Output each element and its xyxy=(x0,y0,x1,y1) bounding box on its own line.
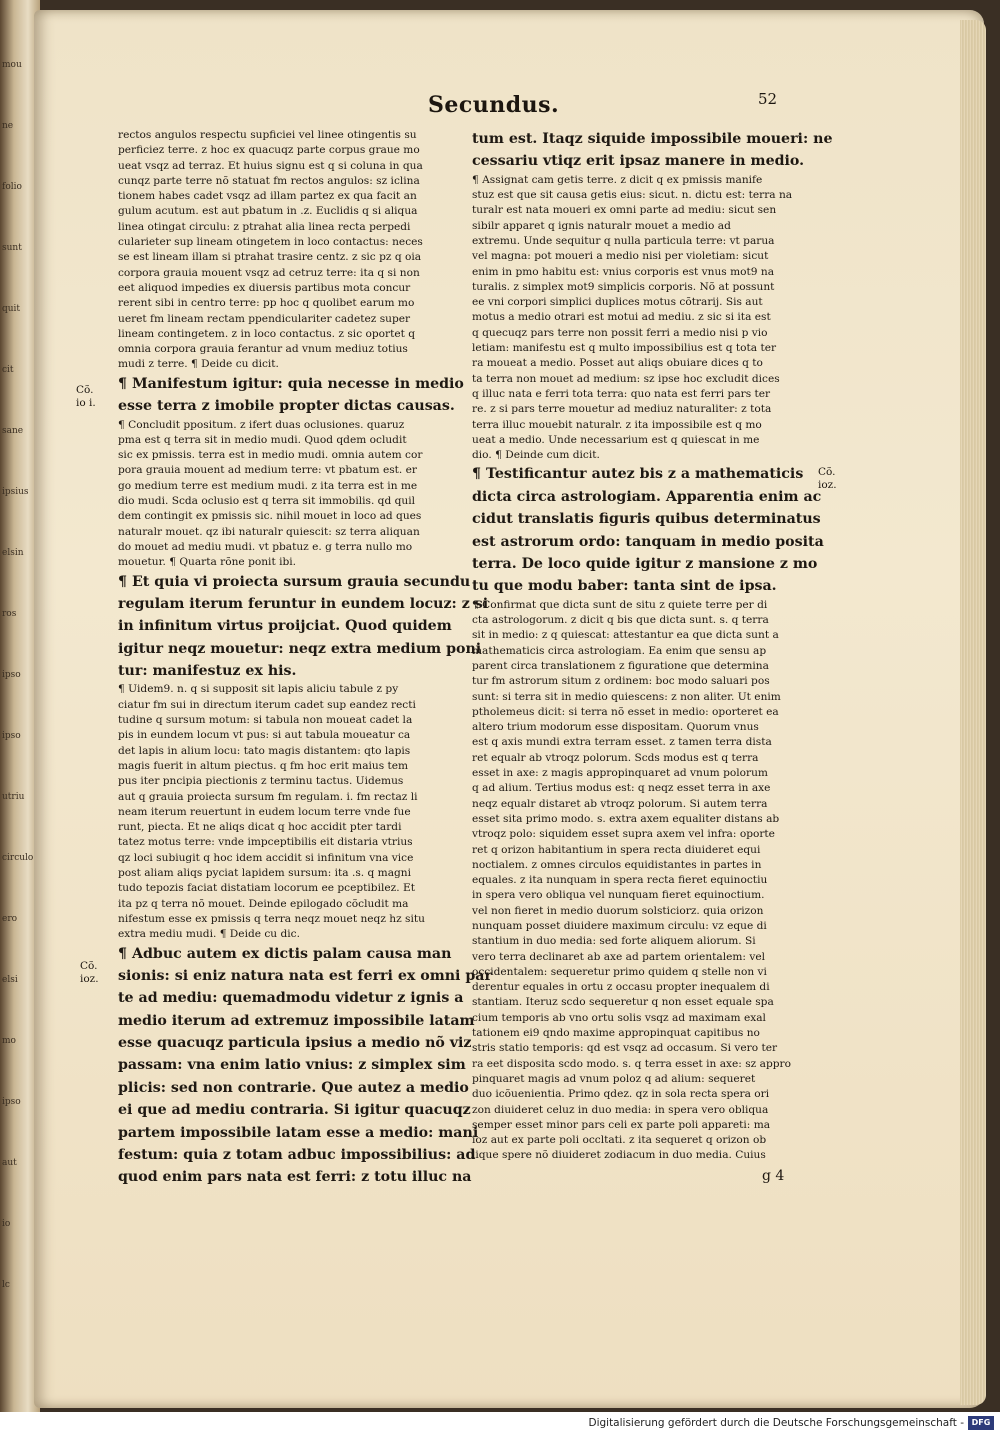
right-column-line: vel magna: pot moueri a medio nisi per violetiam: sicut xyxy=(472,250,769,263)
right-column-line: ra moueat a medio. Posset aut aliqs obuiare dices q to xyxy=(472,357,763,370)
right-column-line: duo icõuenientia. Primo qdez. qz in sola recta spera ori xyxy=(472,1088,770,1101)
left-column-line: regulam iterum feruntur in eundem locuz: z si xyxy=(118,595,489,612)
right-column-line: ret equalr ab vtroqz polorum. Scds modus est q terra xyxy=(472,751,759,764)
right-column-line: derentur equales in ortu z occasu propter inequalem di xyxy=(472,981,770,994)
prev-page-fragment: folio xyxy=(2,182,22,192)
right-column-line: mathematicis circa astrologiam. Ea enim que sensu ap xyxy=(472,644,767,657)
prev-page-fragment: ero xyxy=(2,914,18,924)
right-column-line: enim in pmo habitu est: vnius corporis est vnus mot9 na xyxy=(472,265,775,278)
prev-page-fragment: quit xyxy=(2,304,21,314)
left-column-line: corpora grauia mouent vsqz ad cetruz terre: ita q si non xyxy=(118,266,420,279)
left-column-line: ciatur fm sui in directum iterum cadet sup eandez recti xyxy=(118,698,416,711)
right-column-line: noctialem. z omnes circulos equidistantes in partes in xyxy=(472,858,762,871)
left-column-line: dem contingit ex pmissis sic. nihil mouet in loco ad ques xyxy=(118,510,422,523)
page-edges xyxy=(960,20,986,1405)
right-column-line: stantiam. Iteruz scdo sequeretur q non esset equale spa xyxy=(472,996,774,1009)
left-column-line: ita pz q terra nõ mouet. Deinde epilogado cõcludit ma xyxy=(118,897,409,910)
prev-page-fragment: ipso xyxy=(2,731,21,741)
left-column-line: omnia corpora grauia ferantur ad vnum mediuz totius xyxy=(118,343,408,356)
left-column-line: passam: vna enim latio vnius: z simplex sim xyxy=(118,1057,466,1074)
right-column-line: pinquaret magis ad vnum poloz q ad alium: sequeret xyxy=(472,1072,756,1085)
margin-note-com-102: Cõ. ioz. xyxy=(80,960,99,985)
left-column-line: in infinitum virtus proijciat. Quod quidem xyxy=(118,618,452,635)
right-column-line: turalis. z simplex mot9 simplicis corporis. Nõ at possunt xyxy=(472,280,775,293)
prev-page-fragment: io xyxy=(2,1219,11,1229)
prev-page-fragment: ipso xyxy=(2,1097,21,1107)
right-column-line: stris statio temporis: qd est vsqz ad occasum. Si vero ter xyxy=(472,1042,778,1055)
right-column-line: ¶ Confirmat que dicta sunt de situ z quiete terre per di xyxy=(472,598,768,611)
left-column-line: gulum acutum. est aut pbatum in .z. Euclidis q si aliqua xyxy=(118,205,418,218)
left-column-line: ¶ Et quia vi proiecta sursum grauia secundu xyxy=(118,573,471,590)
right-column-line: ptholemeus dicit: si terra nõ esset in medio: oporteret ea xyxy=(472,705,779,718)
right-column-line: equales. z ita nunquam in spera recta fieret equinoctiu xyxy=(472,874,768,887)
left-column-line: partem impossibile latam esse a medio: mani xyxy=(118,1124,479,1141)
right-column-line: est astrorum ordo: tanquam in medio posita xyxy=(472,533,824,550)
right-column-line: ueat a medio. Unde necessarium est q quiescat in me xyxy=(472,433,760,446)
right-column-line: re. z si pars terre mouetur ad mediuz naturaliter: z tota xyxy=(472,403,772,416)
right-column-line: q quecuqz pars terre non possit ferri a medio nisi p vio xyxy=(472,326,768,339)
left-column-line: linea otingat circulu: z ptrahat alia linea recta perpedi xyxy=(118,220,411,233)
left-column-line: do mouet ad mediu mudi. vt pbatuz e. g terra nullo mo xyxy=(118,540,413,553)
right-column-line: extremu. Unde sequitur q nulla particula terre: vt parua xyxy=(472,234,775,247)
right-column-line: terra. De loco quide igitur z mansione z mo xyxy=(472,555,818,572)
left-column-line: tudo tepozis faciat distatiam locorum ee pceptibilez. Et xyxy=(118,882,415,895)
right-column-line: sibilr apparet q ignis naturalr mouet a medio ad xyxy=(472,219,731,232)
left-column-line: eet aliquod impedies ex diuersis partibus mota concur xyxy=(118,281,411,294)
left-column-line: cunqz parte terre nõ statuat fm rectos angulos: sz iclina xyxy=(118,174,420,187)
funding-notice: Digitalisierung gefördert durch die Deutsche Forschungsgemeinschaft - xyxy=(588,1417,964,1429)
left-column-line: quod enim pars nata est ferri: z totu illuc na xyxy=(118,1169,472,1186)
left-column-line: igitur neqz mouetur: neqz extra medium poni xyxy=(118,640,482,657)
left-column-line: rerent sibi in centro terre: pp hoc q quolibet earum mo xyxy=(118,297,415,310)
right-column-line: ee vni corpori simplici duplices motus cõtrarij. Sis aut xyxy=(472,296,763,309)
right-column-line: tu que modu baber: tanta sint de ipsa. xyxy=(472,578,777,595)
right-column-line: ¶ Testificantur autez bis z a mathematicis xyxy=(472,466,804,483)
left-column-line: nifestum esse ex pmissis q terra neqz mouet neqz hz situ xyxy=(118,912,425,925)
prev-page-fragment: ros xyxy=(2,609,17,619)
left-column-line: pma est q terra sit in medio mudi. Quod qdem ocludit xyxy=(118,433,407,446)
prev-page-fragment: cit xyxy=(2,365,14,375)
right-column-line: tur fm astrorum situm z ordinem: boc modo saluari pos xyxy=(472,675,770,688)
right-column-line: vero terra declinaret ab axe ad partem orientalem: vel xyxy=(472,950,765,963)
left-column-line: ei que ad mediu contraria. Si igitur quacuqz xyxy=(118,1102,471,1119)
left-column-line: dio mudi. Scda oclusio est q terra sit immobilis. qd quil xyxy=(118,495,415,508)
left-column-line: se est lineam illam si ptrahat trasire centz. z sic pz q oia xyxy=(118,251,422,264)
right-column-line: tationem ei9 qndo maxime appropinquat capitibus no xyxy=(472,1027,760,1040)
prev-page-fragment: mou xyxy=(2,60,22,70)
left-column-line: neam iterum reuertunt in eudem locum terre vnde fue xyxy=(118,805,411,818)
dfg-logo: DFG xyxy=(968,1416,994,1430)
right-column-line: occidentalem: sequeretur primo quidem q stelle non vi xyxy=(472,965,767,978)
left-column-line: tatez motus terre: vnde impceptibilis eit distaria vtrius xyxy=(118,836,413,849)
prev-page-fragment: ipsius xyxy=(2,487,29,497)
left-column-line: naturalr mouet. qz ibi naturalr quiescit: sz terra aliquan xyxy=(118,525,420,538)
right-column-line: q illuc nata e ferri tota terra: quo nata est ferri pars ter xyxy=(472,387,771,400)
left-column-line: post aliam aliqs pyciat lapidem sursum: ita .s. q magni xyxy=(118,867,412,880)
left-column-line: sic ex pmissis. terra est in medio mudi. omnia autem cor xyxy=(118,449,423,462)
running-head: Secundus. xyxy=(428,92,560,118)
prev-page-fragment: ne xyxy=(2,121,14,131)
left-column-line: medio iterum ad extremuz impossibile latam xyxy=(118,1012,475,1029)
prev-page-fragment: aut xyxy=(2,1158,17,1168)
left-column-line: ueat vsqz ad terraz. Et huius signu est q si coluna in qua xyxy=(118,159,423,172)
right-column-line: esset in axe: z magis appropinquaret ad vnum polorum xyxy=(472,767,768,780)
left-column-line: tur: manifestuz ex his. xyxy=(118,663,297,680)
left-column-line: esse terra z imobile propter dictas causas. xyxy=(118,398,455,415)
left-column-line: runt, piecta. Et ne aliqs dicat q hoc accidit pter tardi xyxy=(118,821,402,834)
left-column-line: ¶ Concludit ppositum. z ifert duas oclusiones. quaruz xyxy=(118,418,405,431)
left-column-line: pus iter pncipia piectionis z terminu tactus. Uidemus xyxy=(118,775,404,788)
right-column-line: ¶ Assignat cam getis terre. z dicit q ex pmissis manife xyxy=(472,173,763,186)
right-column-line: tum est. Itaqz siquide impossibile moueri: ne xyxy=(472,131,833,147)
right-column-line: semper esset minor pars celi ex parte poli appareti: ma xyxy=(472,1118,771,1131)
right-column-line: motus a medio otrari est motui ad mediu. z sic si ita est xyxy=(472,311,771,324)
left-column-line: ¶ Adbuc autem ex dictis palam causa man xyxy=(118,945,452,962)
right-column-line: dicta circa astrologiam. Apparentia enim ac xyxy=(472,488,822,505)
right-column-line: altero trium modorum esse dispositam. Quorum vnus xyxy=(472,721,759,734)
left-column-line: aut q grauia proiecta sursum fm regulam. i. fm rectaz li xyxy=(118,790,418,803)
left-column-line: ¶ Uidem9. n. q si supposit sit lapis aliciu tabule z py xyxy=(118,683,399,696)
right-column-line: neqz equalr distaret ab vtroqz polorum. Si autem terra xyxy=(472,797,768,810)
right-column-line: cessariu vtiqz erit ipsaz manere in medio. xyxy=(472,153,805,170)
left-column-line: mudi z terre. ¶ Deide cu dicit. xyxy=(118,358,279,371)
left-column-line: ¶ Manifestum igitur: quia necesse in medio xyxy=(118,375,464,392)
right-column-line: zon diuideret celuz in duo media: in spera vero obliqua xyxy=(472,1103,769,1116)
right-column-line: stantium in duo media: sed forte aliquem aliorum. Si xyxy=(472,935,756,948)
left-column-line: pis in eundem locum vt pus: si aut tabula moueatur ca xyxy=(118,729,411,742)
prev-page-fragment: circulo xyxy=(2,853,34,863)
folio-number: 52 xyxy=(758,90,778,108)
left-column-line: go medium terre est medium mudi. z ita terra est in me xyxy=(118,479,418,492)
prev-page-fragment: sane xyxy=(2,426,24,436)
left-column xyxy=(118,128,492,1189)
right-column-line: cta astrologorum. z dicit q bis que dicta sunt. s. q terra xyxy=(472,614,769,627)
right-column-line: sit in medio: z q quiescat: attestantur ea que dicta sunt a xyxy=(472,629,779,642)
right-column-line: turalr est nata moueri ex omni parte ad mediu: sicut sen xyxy=(472,204,777,217)
prev-page-fragment: sunt xyxy=(2,243,22,253)
prev-page-fragment: elsin xyxy=(2,548,24,558)
left-column-line: tionem habes cadet vsqz ad illam partez ex qua facit an xyxy=(118,190,417,203)
right-column-line: in spera vero obliqua vel nunquam fieret equinoctium. xyxy=(472,889,765,902)
left-column-line: pora grauia mouent ad medium terre: vt pbatum est. er xyxy=(118,464,417,477)
left-column-line: extra mediu mudi. ¶ Deide cu dic. xyxy=(118,928,300,941)
right-column-line: ioz aut ex parte poli occltati. z ita sequeret q orizon ob xyxy=(472,1134,767,1147)
right-column-line: nunquam posset diuidere maximum circulu: vz eque di xyxy=(472,920,767,932)
right-column-line: ra eet disposita scdo modo. s. q terra esset in axe: sz appro xyxy=(472,1057,791,1070)
left-column-line: plicis: sed non contrarie. Que autez a medio xyxy=(118,1079,469,1096)
left-column-line: magis fuerit in altum piectus. q fm hoc erit maius tem xyxy=(118,759,409,772)
margin-note-com-103: Cõ. ioz. xyxy=(818,466,837,491)
right-column-line: q ad alium. Tertius modus est: q neqz esset terra in axe xyxy=(472,782,771,795)
left-column-line: cularieter sup lineam otingetem in loco contactus: neces xyxy=(118,236,423,249)
previous-page-edge xyxy=(0,60,34,1360)
right-column-line: terra illuc mouebit naturalr. z ita impossibile est q mo xyxy=(472,418,762,431)
prev-page-fragment: elsi xyxy=(2,975,18,985)
right-column-line: ret q orizon habitantium in spera recta diuideret equi xyxy=(472,843,761,856)
prev-page-fragment: utriu xyxy=(2,792,25,802)
right-column-line: stuz est que sit causa getis eius: sicut. n. dictu est: terra na xyxy=(472,189,793,202)
prev-page-fragment: lc xyxy=(2,1280,10,1290)
footer-bar xyxy=(0,1412,1000,1437)
right-column-line: vel non fieret in medio duorum solsticiorz. quia orizon xyxy=(472,904,764,917)
signature-mark: g 4 xyxy=(762,1168,785,1184)
right-column-line: ta terra non mouet ad medium: sz ipse hoc excludit dices xyxy=(472,372,780,385)
left-column-line: tudine q sursum motum: si tabula non moueat cadet la xyxy=(118,714,413,727)
right-column-line: parent circa translationem z figuratione que determina xyxy=(472,659,769,672)
left-column-line: qz loci subiugit q hoc idem accidit si infinitum vna vice xyxy=(118,851,414,864)
left-column-line: lineam contingetem. z in loco contactus. z sic oportet q xyxy=(118,327,416,340)
right-column-line: est q axis mundi extra terram esset. z tamen terra dista xyxy=(472,736,772,749)
right-column-line: cidut translatis figuris quibus determinatus xyxy=(472,511,821,528)
left-column-line: mouetur. ¶ Quarta rõne ponit ibi. xyxy=(118,556,296,569)
left-column-line: esse quacuqz particula ipsius a medio nõ viz xyxy=(118,1035,472,1052)
right-column-line: letiam: manifestu est q multo impossibilius est q tota ter xyxy=(472,342,777,355)
left-column-line: det lapis in alium locu: tato magis distantem: qto lapis xyxy=(118,744,411,757)
right-column-line: cium temporis ab vno ortu solis vsqz ad maximam exal xyxy=(472,1011,766,1024)
left-column-line: perficiez terre. z hoc ex quacuqz parte corpus graue mo xyxy=(118,144,420,157)
left-column-line: te ad mediu: quemadmodu videtur z ignis a xyxy=(118,990,464,1007)
prev-page-fragment: ipso xyxy=(2,670,21,680)
right-column-line: esset sita primo modo. s. extra axem equaliter distans ab xyxy=(472,812,780,825)
right-column-line: lique spere nõ diuideret zodiacum in duo media. Cuius xyxy=(472,1149,766,1162)
right-column-line: sunt: si terra sit in medio quiescens: z non aliter. Ut enim xyxy=(472,690,781,703)
left-column-line: rectos angulos respectu supficiei vel linee otingentis su xyxy=(118,129,417,141)
left-column-line: sionis: si eniz natura nata est ferri ex omni par xyxy=(118,967,492,984)
right-column-line: vtroqz polo: siquidem esset supra axem vel infra: oporte xyxy=(472,828,775,841)
margin-note-com-101: Cõ. io i. xyxy=(76,384,96,409)
right-column-line: dio. ¶ Deinde cum dicit. xyxy=(472,449,600,462)
left-column-line: ueret fm lineam rectam ppendiculariter cadetez super xyxy=(118,312,411,325)
left-column-line: festum: quia z totam adbuc impossibilius: ad xyxy=(118,1147,476,1164)
prev-page-fragment: mo xyxy=(2,1036,16,1046)
